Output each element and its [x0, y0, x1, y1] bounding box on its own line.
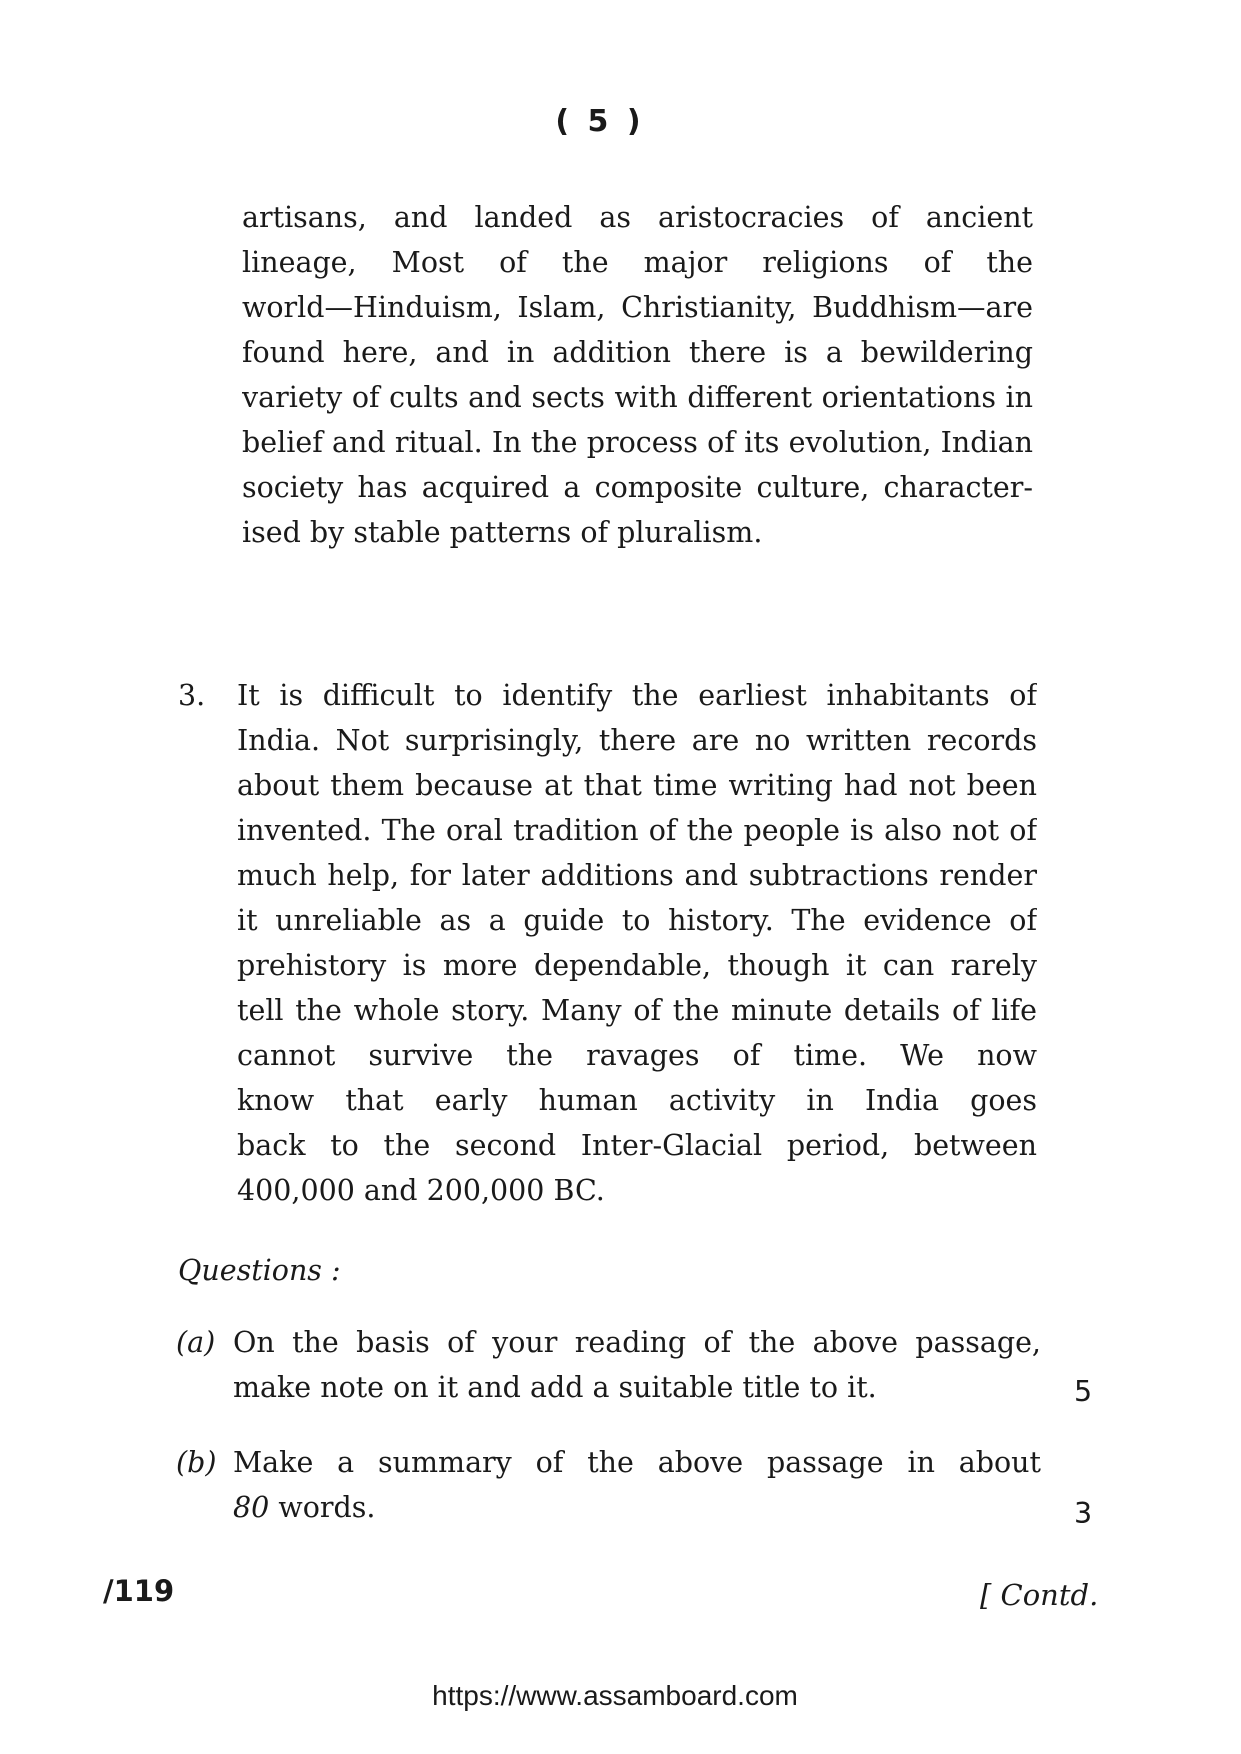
passage-line: found here, and in addition there is a bewildering	[242, 336, 1033, 369]
sub-question-line: On the basis of your reading of the above passage,	[233, 1326, 1041, 1359]
question-3-passage	[237, 673, 1037, 1213]
passage-line: know that early human activity in India goes	[237, 1084, 1037, 1117]
sub-question-line: make note on it and add a suitable title to it.	[233, 1371, 877, 1404]
source-url[interactable]: https://www.assamboard.com	[432, 1680, 798, 1711]
passage-continuation	[242, 195, 1033, 555]
continued-marker: [ Contd.	[980, 1578, 1099, 1612]
passage-line: ised by stable patterns of pluralism.	[242, 516, 763, 549]
sub-question-label: (b)	[176, 1446, 217, 1479]
passage-line: India. Not surprisingly, there are no written records	[237, 724, 1037, 757]
passage-line: much help, for later additions and subtractions render	[237, 859, 1037, 892]
passage-line: belief and ritual. In the process of its evolution, Indian	[242, 426, 1033, 459]
passage-line: back to the second Inter-Glacial period, between	[237, 1129, 1037, 1162]
sub-question-line	[233, 1485, 1041, 1530]
passage-line: prehistory is more dependable, though it can rarely	[237, 949, 1037, 982]
passage-line: variety of cults and sects with different orientations in	[242, 381, 1033, 414]
passage-line: society has acquired a composite culture, character-	[242, 471, 1033, 504]
questions-heading: Questions :	[178, 1254, 341, 1287]
marks-value: 5	[1074, 1375, 1093, 1408]
passage-line: invented. The oral tradition of the people is also not of	[237, 814, 1037, 847]
passage-line: artisans, and landed as aristocracies of ancient	[242, 201, 1033, 234]
passage-line: tell the whole story. Many of the minute details of life	[237, 994, 1037, 1027]
marks-value: 3	[1074, 1497, 1093, 1530]
passage-line: world—Hinduism, Islam, Christianity, Buddhism—are	[242, 291, 1033, 324]
sub-question-line: Make a summary of the above passage in about	[233, 1446, 1041, 1479]
paper-code: /119	[103, 1574, 175, 1608]
page-number: ( 5 )	[555, 104, 645, 139]
word-count-unit: words.	[278, 1491, 376, 1524]
sub-question-label: (a)	[176, 1326, 216, 1359]
word-count-number: 80	[233, 1491, 270, 1524]
passage-line: about them because at that time writing had not been	[237, 769, 1037, 802]
question-number: 3.	[178, 679, 206, 712]
passage-line: 400,000 and 200,000 BC.	[237, 1174, 605, 1207]
passage-line: it unreliable as a guide to history. The evidence of	[237, 904, 1037, 937]
passage-line: lineage, Most of the major religions of the	[242, 246, 1033, 279]
sub-question-b-text	[233, 1440, 1041, 1530]
passage-line: It is difficult to identify the earliest inhabitants of	[237, 679, 1037, 712]
sub-question-a-text	[233, 1320, 1041, 1410]
passage-line: cannot survive the ravages of time. We now	[237, 1039, 1037, 1072]
